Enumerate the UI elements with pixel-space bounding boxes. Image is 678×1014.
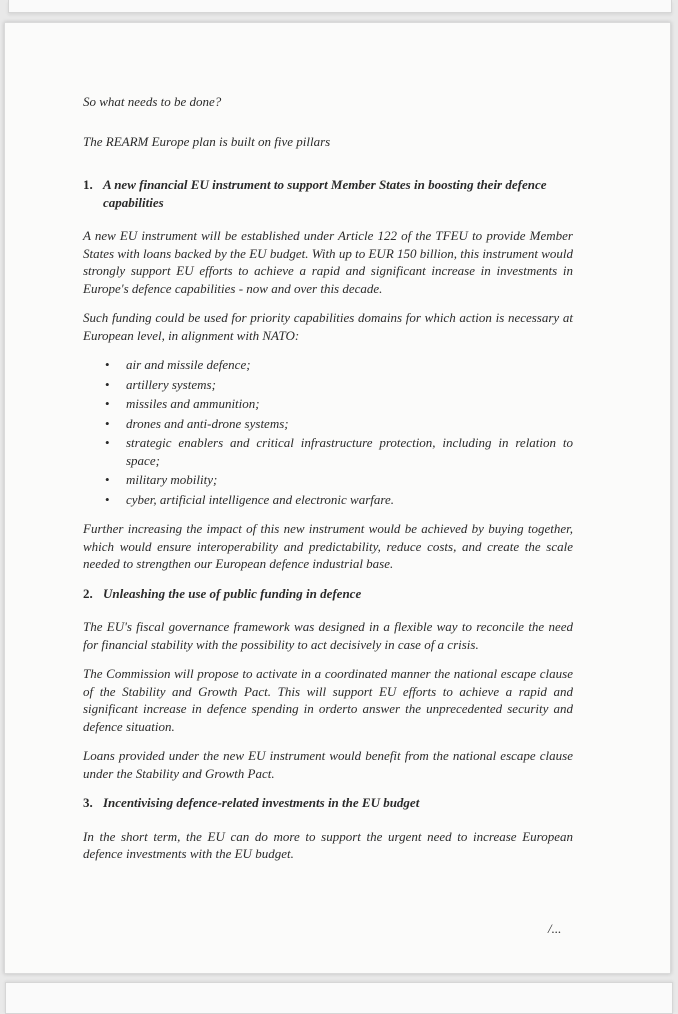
bullet-icon: • — [105, 491, 110, 507]
intro-statement: The REARM Europe plan is built on five pillars — [83, 133, 331, 149]
section-2-paragraph: Loans provided under the new EU instrument would benefit from the national escape clause under the Stability and Growth Pact. — [83, 748, 573, 781]
list-item — [83, 491, 573, 509]
list-item-text: cyber, artificial intelligence and electronic warfare. — [126, 491, 394, 507]
list-item — [83, 471, 573, 489]
list-item — [83, 356, 573, 374]
section-1-number: 1. — [83, 177, 93, 192]
bullet-icon: • — [105, 472, 110, 487]
section-3-number: 3. — [83, 795, 93, 810]
section-2-heading — [83, 585, 573, 603]
bullet-icon: • — [105, 435, 110, 450]
section-1-paragraph: Further increasing the impact of this new instrument would be achieved by buying together, which would ensure interoperability and predictability, reduce costs, and create the scale needed to strengthen our European defence industrial base. — [83, 521, 573, 571]
section-2-title: Unleashing the use of public funding in defence — [103, 585, 362, 601]
list-item — [83, 376, 573, 394]
section-1-title: A new financial EU instrument to support Member States in boosting their defence capabilities — [103, 177, 547, 210]
document-page — [4, 22, 671, 974]
section-2-paragraph: The EU's fiscal governance framework was designed in a flexible way to reconcile the need for financial stability with the possibility to act decisively in case of a crisis. — [83, 619, 573, 652]
section-3-heading — [83, 794, 573, 812]
capability-domains-list — [83, 356, 573, 508]
section-3-title: Incentivising defence-related investments in the EU budget — [103, 795, 420, 810]
bullet-icon: • — [105, 415, 110, 431]
section-1-heading — [83, 176, 573, 211]
list-item-text: air and missile defence; — [126, 357, 251, 372]
list-item — [83, 415, 573, 433]
section-1-paragraph: A new EU instrument will be established under Article 122 of the TFEU to provide Member States with loans backed by the EU budget. With up to EUR 150 billion, this instrument would strongly support EU efforts to achieve a rapid and significant increase in investments in Europe's defence capabilities - now and over this decade. — [83, 228, 573, 296]
section-2-paragraph: The Commission will propose to activate in a coordinated manner the national escape clause of the Stability and Growth Pact. This will support EU efforts to achieve a rapid and significant increase in defence spending in orderto answer the unprecedented security and defence situation. — [83, 666, 573, 734]
section-3-paragraph: In the short term, the EU can do more to support the urgent need to increase European defence investments with the EU budget. — [83, 828, 573, 861]
list-item — [83, 434, 573, 469]
section-1-paragraph: Such funding could be used for priority capabilities domains for which action is necessary at European level, in alignment with NATO: — [83, 310, 573, 343]
list-item-text: strategic enablers and critical infrastructure protection, including in relation to space; — [126, 435, 573, 468]
intro-question: So what needs to be done? — [83, 94, 222, 109]
section-2-number: 2. — [83, 585, 93, 601]
bullet-icon: • — [105, 357, 110, 372]
bullet-icon: • — [105, 376, 110, 392]
bullet-icon: • — [105, 396, 110, 411]
list-item-text: artillery systems; — [126, 376, 216, 392]
page-content — [83, 93, 573, 875]
list-item — [83, 395, 573, 413]
previous-page-edge — [8, 0, 672, 13]
list-item-text: missiles and ammunition; — [126, 396, 260, 411]
list-item-text: drones and anti-drone systems; — [126, 415, 289, 431]
list-item-text: military mobility; — [126, 472, 218, 487]
next-page-edge — [5, 982, 673, 1014]
continuation-marker: /... — [548, 921, 562, 936]
